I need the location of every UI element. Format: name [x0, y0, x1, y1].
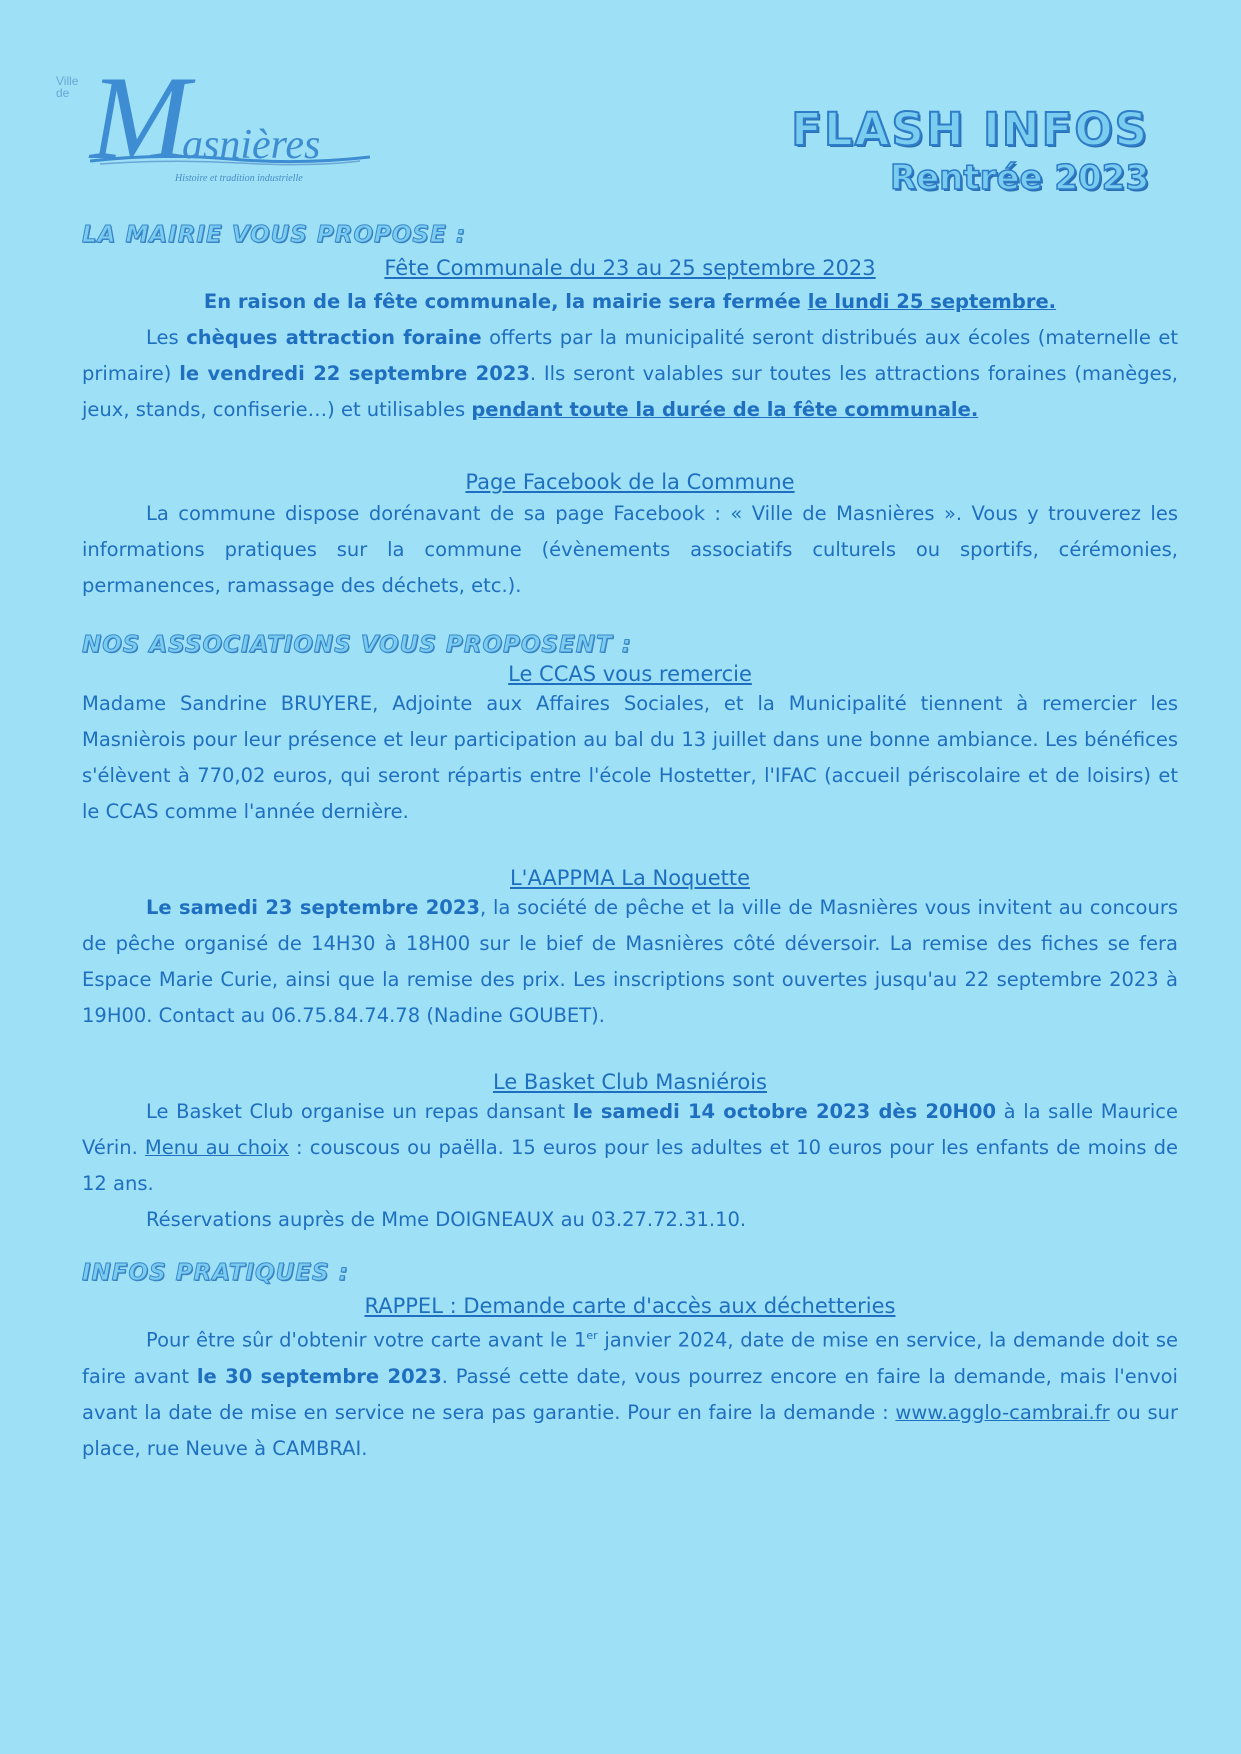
- facebook-paragraph: La commune dispose dorénavant de sa page Facebook : « Ville de Masnières ». Vous y trouverez les informations pratiques sur la commune (évènements associatifs culturels ou sportifs, cérémonies, permanences, ramassage des déchets, etc.).: [82, 502, 1178, 597]
- text: Pour être sûr d'obtenir votre carte avant le 1: [146, 1328, 587, 1352]
- bold-text: Le samedi 23 septembre 2023: [146, 896, 480, 919]
- bold-text: chèques attraction foraine: [186, 326, 482, 349]
- masnieres-logo: [50, 45, 390, 195]
- fete-closing-notice: [82, 284, 1178, 320]
- subheading-basket: Le Basket Club Masniérois: [493, 1070, 767, 1094]
- logo-name-rest: asnières: [181, 122, 321, 168]
- rappel-paragraph: [82, 1318, 1178, 1467]
- text: , la société de pêche et la ville de Masnières vous invitent au concours de pêche organisé de 14H30 à 18H00 sur le bief de Masnières côté déversoir. La remise des fiches se fera Espace Marie Curie, ainsi que la remise des prix. Les inscriptions sont ouvertes jusqu'au 22 septembre 2023 à 19H00. Contact au 06.75.84.74.78 (Nadine GOUBET).: [82, 896, 1178, 1027]
- document-body: [82, 222, 1178, 1467]
- text: Les: [146, 326, 187, 349]
- subheading-fete: Fête Communale du 23 au 25 septembre 2023: [384, 256, 876, 280]
- bold-text: le 30 septembre 2023: [196, 1364, 442, 1388]
- text: à la salle Maurice Vérin.: [82, 1100, 1178, 1159]
- text: . Passé cette date, vous pourrez encore en faire la demande, mais l'envoi avant la date de mise en service ne sera pas garantie. Pour en faire la demande :: [82, 1364, 1178, 1424]
- bold-text: le samedi 14 octobre 2023 dès 20H00: [572, 1100, 997, 1123]
- text: ou sur place, rue Neuve à CAMBRAI.: [82, 1400, 1179, 1460]
- subheading-aappma: L'AAPPMA La Noquette: [509, 866, 751, 890]
- page-subtitle: Rentrée 2023: [889, 158, 1149, 198]
- text: janvier 2024, date de mise en service, la demande doit se faire avant: [82, 1328, 1178, 1388]
- page-title: FLASH INFOS: [791, 103, 1149, 156]
- agglo-cambrai-link[interactable]: www.agglo-cambrai.fr: [895, 1400, 1110, 1424]
- text: : couscous ou paëlla. 15 euros pour les adultes et 10 euros pour les enfants de moins de 12 ans.: [82, 1136, 1178, 1195]
- logo-wave-icon: [90, 153, 370, 167]
- text: Le Basket Club organise un repas dansant: [146, 1100, 573, 1123]
- closing-date: le lundi 25 septembre.: [807, 290, 1057, 313]
- subheading-facebook: Page Facebook de la Commune: [465, 470, 795, 494]
- subheading-rappel: RAPPEL : Demande carte d'accès aux déchetteries: [364, 1294, 896, 1318]
- bold-underlined-text: pendant toute la durée de la fête communale.: [471, 398, 979, 421]
- fete-paragraph: [82, 320, 1178, 428]
- closing-text: En raison de la fête communale, la mairie sera fermée: [203, 290, 808, 313]
- superscript: er: [586, 1329, 598, 1342]
- section-heading-infos: INFOS PRATIQUES :: [82, 1260, 349, 1286]
- ccas-paragraph: Madame Sandrine BRUYERE, Adjointe aux Affaires Sociales, et la Municipalité tiennent à remercier les Masnièrois pour leur présence et leur participation au bal du 13 juillet dans une bonne ambiance. Les bénéfices s'élèvent à 770,02 euros, qui seront répartis entre l'école Hostetter, l'IFAC (accueil périscolaire et de loisirs) et le CCAS comme l'année dernière.: [82, 692, 1178, 823]
- underlined-text: Menu au choix: [144, 1136, 289, 1159]
- section-heading-associations: NOS ASSOCIATIONS VOUS PROPOSENT :: [82, 632, 632, 658]
- logo-ville-de: Ville de: [56, 74, 79, 100]
- text: . Ils seront valables sur toutes les attractions foraines (manèges, jeux, stands, confiserie…) et utilisables: [82, 362, 1178, 421]
- subheading-ccas: Le CCAS vous remercie: [508, 662, 752, 686]
- basket-reservation: Réservations auprès de Mme DOIGNEAUX au 03.27.72.31.10.: [146, 1208, 747, 1231]
- basket-paragraph: [82, 1094, 1178, 1202]
- text: offerts par la municipalité seront distribués aux écoles (maternelle et primaire): [82, 326, 1178, 385]
- logo-initial: M: [90, 51, 190, 184]
- aappma-paragraph: [82, 890, 1178, 1034]
- bold-text: le vendredi 22 septembre 2023: [179, 362, 530, 385]
- section-heading-mairie: LA MAIRIE VOUS PROPOSE :: [82, 222, 466, 248]
- logo-tagline: Histoire et tradition industrielle: [175, 173, 303, 184]
